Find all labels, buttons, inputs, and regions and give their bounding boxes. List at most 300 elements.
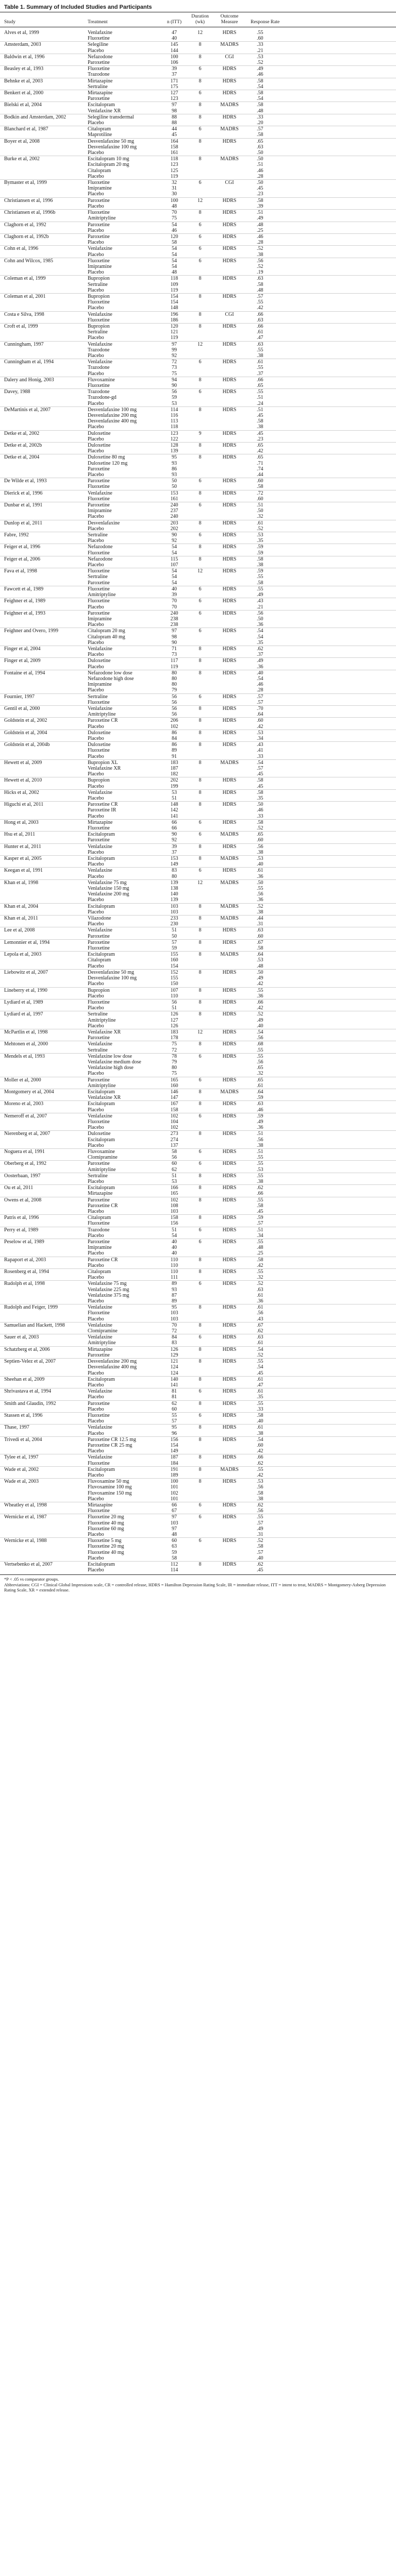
study-cell <box>0 282 84 287</box>
response-cell: .60 <box>257 36 263 42</box>
outcome-cell <box>212 150 246 156</box>
response-cell: .55 <box>246 987 396 993</box>
outcome-cell <box>212 60 246 66</box>
n-cell: 98 <box>172 108 177 114</box>
n-cell: 51 <box>172 795 177 801</box>
response-cell: .50 <box>257 616 263 622</box>
table-row <box>0 1023 396 1029</box>
n-cell: 97 <box>161 1514 188 1520</box>
duration-cell <box>188 538 212 544</box>
table-row <box>0 652 396 658</box>
study-cell <box>0 945 84 952</box>
treatment-cell: Paroxetine CR <box>84 1257 161 1263</box>
study-cell <box>0 96 84 102</box>
treatment-cell: Paroxetine <box>84 1400 161 1406</box>
duration-cell <box>188 975 212 981</box>
n-cell: 83 <box>172 1340 177 1346</box>
study-cell <box>0 1250 84 1257</box>
study-cell <box>0 162 84 167</box>
duration-cell <box>188 1555 212 1562</box>
treatment-cell: Paroxetine <box>84 478 161 484</box>
treatment-cell: Paroxetine <box>84 502 161 509</box>
table-row <box>0 646 396 652</box>
treatment-cell: Placebo <box>88 514 104 520</box>
response-cell: .28 <box>257 173 263 179</box>
table-row <box>0 538 396 544</box>
response-cell: .52 <box>257 60 263 66</box>
duration-cell: 8 <box>188 544 212 550</box>
n-cell: 88 <box>161 114 188 120</box>
response-cell: .55 <box>257 347 263 353</box>
outcome-cell: HDRS <box>212 1029 246 1035</box>
study-cell: Detke et al, 2004 <box>0 454 84 461</box>
n-cell: 100 <box>161 197 188 204</box>
treatment-cell: Placebo <box>88 664 104 670</box>
outcome-cell: HDRS <box>212 1148 246 1155</box>
header-response: Response Rate <box>246 12 396 27</box>
response-cell: .52 <box>257 1352 263 1358</box>
table-row <box>0 1209 396 1215</box>
duration-cell <box>188 1209 212 1215</box>
study-cell: Claghorn et al, 1992b <box>0 233 84 240</box>
n-cell: 54 <box>161 246 188 252</box>
duration-cell <box>188 891 212 897</box>
n-cell: 191 <box>161 1466 188 1472</box>
treatment-cell: Desvenlafaxine 100 mg <box>88 144 137 150</box>
study-cell: Wade et al, 2003 <box>0 1479 84 1485</box>
outcome-cell: HDRS <box>212 1514 246 1520</box>
n-cell: 48 <box>172 1531 177 1537</box>
outcome-cell: HDRS <box>212 1388 246 1395</box>
outcome-cell <box>212 687 246 693</box>
n-cell: 240 <box>161 502 188 509</box>
n-cell: 115 <box>161 556 188 562</box>
duration-cell <box>188 766 212 771</box>
treatment-cell: Fluoxetine <box>88 1221 110 1227</box>
outcome-cell <box>212 1035 246 1041</box>
treatment-cell: Paroxetine CR <box>84 802 161 808</box>
study-cell <box>0 1418 84 1425</box>
n-cell: 187 <box>170 765 178 771</box>
treatment-cell: Nefazodone <box>84 54 161 60</box>
response-cell: .61 <box>257 1340 263 1346</box>
study-cell <box>0 1167 84 1173</box>
response-cell: .44 <box>246 916 396 922</box>
response-cell: .20 <box>257 120 263 126</box>
table-row <box>0 1340 396 1346</box>
response-cell: .65 <box>257 1065 263 1071</box>
n-cell: 95 <box>161 454 188 461</box>
outcome-cell <box>212 1221 246 1227</box>
treatment-cell: Citalopram 20 mg <box>84 628 161 634</box>
outcome-cell <box>212 825 246 832</box>
n-cell: 126 <box>161 1346 188 1352</box>
table-row <box>0 240 396 246</box>
outcome-cell: HDRS <box>212 586 246 592</box>
study-cell: Feighner and Overo, 1999 <box>0 628 84 634</box>
response-cell: .50 <box>246 879 396 886</box>
table-row <box>0 759 396 766</box>
study-cell <box>0 1155 84 1161</box>
n-cell: 59 <box>172 395 177 401</box>
outcome-cell <box>212 108 246 114</box>
outcome-cell <box>212 1352 246 1359</box>
table-row <box>0 233 396 240</box>
duration-cell: 8 <box>188 802 212 808</box>
outcome-cell <box>212 700 246 706</box>
outcome-cell <box>212 1567 246 1574</box>
duration-cell: 8 <box>188 916 212 922</box>
n-cell: 48 <box>172 203 177 209</box>
table-row <box>0 1443 396 1448</box>
outcome-cell <box>212 1382 246 1388</box>
outcome-cell: CGI <box>212 180 246 186</box>
response-cell: .48 <box>257 963 263 969</box>
response-cell: .42 <box>257 448 263 454</box>
treatment-cell: Fluoxetine <box>84 586 161 592</box>
n-cell: 126 <box>170 1023 178 1029</box>
response-cell: .48 <box>257 108 263 114</box>
table-row <box>0 1562 396 1568</box>
response-cell: .50 <box>246 969 396 975</box>
study-cell: DeMartinis et al, 2007 <box>0 406 84 413</box>
n-cell: 140 <box>161 1376 188 1382</box>
treatment-cell: Clomipramine <box>88 1328 118 1334</box>
n-cell: 152 <box>161 969 188 975</box>
response-cell: .57 <box>257 765 263 771</box>
response-cell: .55 <box>246 1239 396 1245</box>
n-cell: 127 <box>170 1017 178 1023</box>
table-row <box>0 1514 396 1520</box>
duration-cell <box>188 1490 212 1496</box>
treatment-cell: Imipramine <box>88 682 112 688</box>
response-cell: .40 <box>246 670 396 676</box>
treatment-cell: Placebo <box>88 1298 104 1304</box>
response-cell: .55 <box>246 389 396 395</box>
response-cell: .67 <box>246 939 396 945</box>
treatment-cell: Placebo <box>88 1406 104 1412</box>
outcome-cell <box>212 652 246 658</box>
response-cell: .56 <box>257 1137 263 1143</box>
n-cell: 156 <box>161 1436 188 1443</box>
response-cell: .55 <box>246 1466 396 1472</box>
duration-cell: 6 <box>188 628 212 634</box>
outcome-cell <box>212 1394 246 1400</box>
n-cell: 126 <box>161 1011 188 1018</box>
n-cell: 90 <box>172 382 177 388</box>
response-cell: .62 <box>257 1460 263 1466</box>
study-cell <box>0 1382 84 1388</box>
duration-cell: 8 <box>188 42 212 48</box>
table-row <box>0 299 396 305</box>
table-row <box>0 598 396 604</box>
response-cell: .54 <box>246 1029 396 1035</box>
response-cell: .53 <box>246 856 396 862</box>
response-cell: .54 <box>246 1436 396 1443</box>
response-cell: .44 <box>257 472 263 478</box>
duration-cell <box>188 664 212 670</box>
n-cell: 66 <box>161 1502 188 1508</box>
n-cell: 114 <box>161 406 188 413</box>
treatment-cell: Desvenlafaxine 50 mg <box>84 969 161 975</box>
treatment-cell: Bupropion XL <box>84 759 161 766</box>
outcome-cell: HDRS <box>212 1131 246 1137</box>
duration-cell <box>188 825 212 832</box>
treatment-cell: Venlafaxine <box>84 843 161 850</box>
table-row <box>0 724 396 730</box>
study-cell <box>0 299 84 305</box>
n-cell: 238 <box>170 616 178 622</box>
outcome-cell <box>212 1155 246 1161</box>
n-cell: 90 <box>161 532 188 538</box>
response-cell: .42 <box>257 1262 263 1268</box>
studies-table <box>0 12 396 1574</box>
duration-cell <box>188 204 212 210</box>
duration-cell <box>188 957 212 963</box>
duration-cell <box>188 1191 212 1197</box>
table-row <box>0 413 396 418</box>
response-cell: .49 <box>257 1118 263 1125</box>
n-cell: 50 <box>161 478 188 484</box>
duration-cell <box>188 1083 212 1089</box>
duration-cell <box>188 132 212 138</box>
table-row <box>0 616 396 622</box>
outcome-cell <box>212 1443 246 1448</box>
table-row <box>0 693 396 700</box>
n-cell: 54 <box>161 568 188 574</box>
response-cell: .34 <box>257 735 263 741</box>
table-row <box>0 126 396 132</box>
table-row <box>0 945 396 952</box>
treatment-cell: Venlafaxine XR <box>88 1095 121 1101</box>
study-cell <box>0 215 84 222</box>
outcome-cell <box>212 604 246 611</box>
table-row <box>0 795 396 802</box>
n-cell: 101 <box>170 1484 178 1490</box>
table-row <box>0 825 396 832</box>
table-row <box>0 329 396 335</box>
table-row <box>0 886 396 891</box>
treatment-cell: Nefazodone <box>84 544 161 550</box>
outcome-cell: HDRS <box>212 246 246 252</box>
study-cell <box>0 371 84 377</box>
n-cell: 80 <box>161 670 188 676</box>
study-cell: Peselow et al, 1989 <box>0 1239 84 1245</box>
outcome-cell: HDRS <box>212 598 246 604</box>
n-cell: 70 <box>161 1322 188 1328</box>
outcome-cell <box>212 1508 246 1514</box>
outcome-cell <box>212 1340 246 1346</box>
response-cell: .58 <box>257 945 263 952</box>
outcome-cell <box>212 1418 246 1425</box>
outcome-cell <box>212 921 246 927</box>
treatment-cell: Venlafaxine high dose <box>88 1065 134 1071</box>
response-cell: .58 <box>246 1257 396 1263</box>
study-cell <box>0 562 84 568</box>
table-row <box>0 1137 396 1143</box>
table-row <box>0 807 396 813</box>
duration-cell: 8 <box>188 1089 212 1095</box>
duration-cell: 8 <box>188 443 212 449</box>
outcome-cell <box>212 299 246 305</box>
table-row <box>0 676 396 682</box>
treatment-cell: Placebo <box>88 47 104 54</box>
treatment-cell: Duloxetine <box>84 658 161 664</box>
table-row <box>0 526 396 532</box>
treatment-cell: Placebo <box>88 1262 104 1268</box>
table-row <box>0 191 396 197</box>
study-cell <box>0 1508 84 1514</box>
outcome-cell: HDRS <box>212 478 246 484</box>
outcome-cell: MADRS <box>212 126 246 132</box>
table-row <box>0 574 396 580</box>
response-cell: .62 <box>246 1502 396 1508</box>
table-row <box>0 1346 396 1352</box>
n-cell: 83 <box>161 868 188 874</box>
duration-cell: 8 <box>188 1173 212 1179</box>
n-cell: 54 <box>172 580 177 586</box>
outcome-cell: HDRS <box>212 1562 246 1568</box>
duration-cell: 8 <box>188 1197 212 1203</box>
treatment-cell: Placebo <box>88 921 104 927</box>
n-cell: 86 <box>172 466 177 472</box>
duration-cell <box>188 1095 212 1101</box>
outcome-cell <box>212 317 246 324</box>
n-cell: 57 <box>172 1418 177 1425</box>
table-row <box>0 424 396 430</box>
duration-cell <box>188 185 212 191</box>
study-cell: Lydiard et al, 1997 <box>0 1011 84 1018</box>
table-row <box>0 784 396 790</box>
table-row <box>0 353 396 359</box>
table-header <box>0 12 396 27</box>
duration-cell <box>188 484 212 490</box>
response-cell: .51 <box>246 502 396 509</box>
study-cell: Moller et al, 2000 <box>0 1077 84 1083</box>
outcome-cell: HDRS <box>212 1454 246 1461</box>
n-cell: 196 <box>161 311 188 317</box>
duration-cell <box>188 724 212 730</box>
n-cell: 93 <box>172 472 177 478</box>
n-cell: 78 <box>161 1053 188 1059</box>
outcome-cell <box>212 1316 246 1323</box>
treatment-cell: Fluoxetine <box>88 1508 110 1514</box>
response-cell: .33 <box>246 42 396 48</box>
n-cell: 56 <box>161 705 188 711</box>
treatment-cell: Placebo <box>88 622 104 628</box>
n-cell: 51 <box>161 1227 188 1233</box>
treatment-cell: Placebo <box>88 604 104 610</box>
study-cell <box>0 1065 84 1071</box>
duration-cell <box>188 934 212 940</box>
outcome-cell <box>212 975 246 981</box>
n-cell: 155 <box>170 975 178 981</box>
outcome-cell <box>212 1544 246 1549</box>
duration-cell <box>188 383 212 389</box>
duration-cell: 8 <box>188 843 212 850</box>
outcome-cell <box>212 724 246 730</box>
study-cell: Feiger et al, 1996 <box>0 544 84 550</box>
response-cell: .25 <box>257 1250 263 1257</box>
n-cell: 167 <box>161 1101 188 1107</box>
study-cell: Boyer et al, 2008 <box>0 138 84 144</box>
table-row <box>0 658 396 664</box>
table-row <box>0 987 396 993</box>
outcome-cell: HDRS <box>212 114 246 120</box>
treatment-cell: Venlafaxine <box>84 1334 161 1341</box>
n-cell: 79 <box>172 687 177 693</box>
duration-cell <box>188 1461 212 1467</box>
table-row <box>0 1155 396 1161</box>
response-cell: .50 <box>257 150 263 156</box>
n-cell: 98 <box>172 634 177 640</box>
duration-cell: 8 <box>188 777 212 784</box>
n-cell: 146 <box>161 1089 188 1095</box>
duration-cell: 8 <box>188 1562 212 1568</box>
treatment-cell: Venlafaxine <box>84 341 161 347</box>
n-cell: 46 <box>172 227 177 233</box>
outcome-cell <box>212 395 246 400</box>
response-cell: .50 <box>246 802 396 808</box>
duration-cell: 12 <box>188 1029 212 1035</box>
treatment-cell: Placebo <box>88 227 104 233</box>
duration-cell <box>188 264 212 269</box>
treatment-cell: Trazodone <box>84 1227 161 1233</box>
treatment-cell: Fluvoxamine <box>84 377 161 383</box>
outcome-cell <box>212 771 246 777</box>
outcome-cell: HDRS <box>212 1304 246 1311</box>
treatment-cell: Placebo <box>88 562 104 568</box>
outcome-cell <box>212 1263 246 1269</box>
duration-cell <box>188 508 212 514</box>
response-cell: .53 <box>257 957 263 963</box>
response-cell: .54 <box>257 675 263 682</box>
outcome-cell <box>212 874 246 880</box>
duration-cell <box>188 1143 212 1149</box>
response-cell: .54 <box>257 96 263 102</box>
study-cell <box>0 1370 84 1377</box>
response-cell: .64 <box>246 1089 396 1095</box>
n-cell: 75 <box>172 370 177 377</box>
table-row <box>0 1053 396 1059</box>
n-cell: 154 <box>170 299 178 306</box>
study-cell: Dierick et al, 1996 <box>0 490 84 496</box>
response-cell: .55 <box>257 299 263 306</box>
response-cell: .58 <box>246 1412 396 1418</box>
n-cell: 113 <box>170 418 178 425</box>
duration-cell <box>188 1443 212 1448</box>
treatment-cell: Venlafaxine <box>84 1322 161 1328</box>
response-cell: .33 <box>257 753 263 759</box>
treatment-cell: Escitalopram <box>84 102 161 108</box>
outcome-cell: MADRS <box>212 42 246 48</box>
treatment-cell: Venlafaxine <box>84 705 161 711</box>
table-row <box>0 1143 396 1149</box>
table-row <box>0 508 396 514</box>
outcome-cell <box>212 1298 246 1304</box>
table-row <box>0 754 396 760</box>
treatment-cell: Placebo <box>88 1370 104 1376</box>
study-cell <box>0 305 84 311</box>
duration-cell: 6 <box>188 832 212 838</box>
n-cell: 102 <box>170 1125 178 1131</box>
study-cell <box>0 1083 84 1089</box>
n-cell: 56 <box>161 389 188 395</box>
outcome-cell <box>212 132 246 138</box>
study-cell: Baldwin et al, 1996 <box>0 54 84 60</box>
table-row <box>0 610 396 616</box>
n-cell: 123 <box>170 96 178 102</box>
